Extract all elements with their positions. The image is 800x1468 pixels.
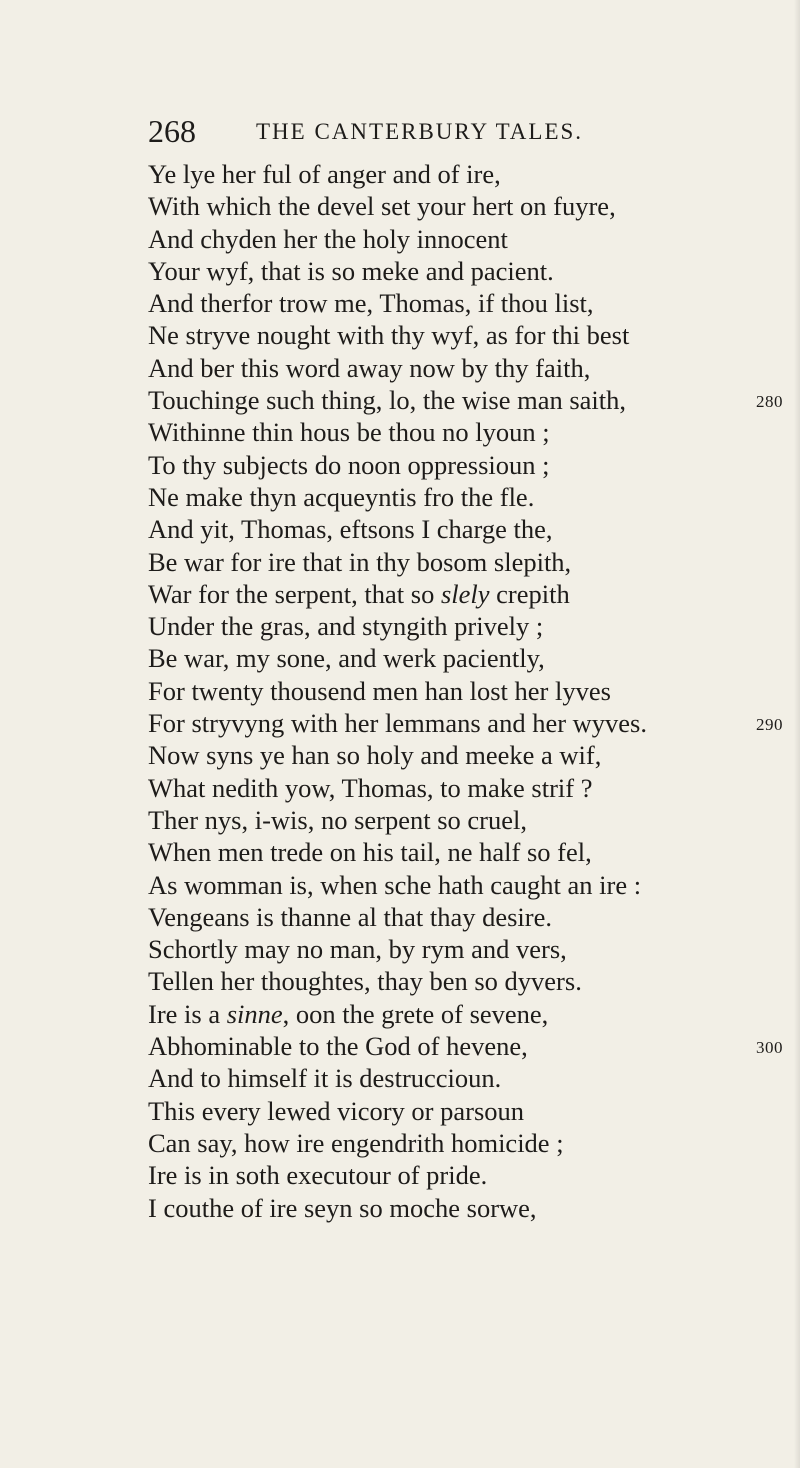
italic-word: slely [440,578,490,609]
verse-line [148,1127,788,1159]
italic-word: sinne [226,998,283,1029]
line-number: 280 [756,392,783,412]
verse-line [148,675,788,707]
verse-line [148,998,788,1030]
verse-text-segment: crepith [489,578,570,609]
verse-line [148,836,788,868]
verse-line-text: Ne make thyn acqueyntis fro the fle. [148,481,535,512]
verse-line [148,546,788,578]
verse-line-text: I couthe of ire seyn so moche sorwe, [148,1192,537,1223]
verse-line-text: And to himself it is destruccioun. [148,1063,502,1094]
verse-line-text: This every lewed vicory or parsoun [148,1095,525,1126]
verse-line-text: For twenty thousend men han lost her lyves [148,675,611,706]
verse-line-text [148,998,548,1030]
verse-line-text: Tellen her thoughtes, thay ben so dyvers. [148,966,582,997]
verse-line [148,384,788,416]
verse-line-text: Vengeans is thanne al that thay desire. [148,901,552,932]
verse-line [148,158,788,190]
verse-line-text: Withinne thin hous be thou no lyoun ; [148,417,550,448]
verse-line-text: Schortly may no man, by rym and vers, [148,934,567,965]
verse-line [148,190,788,222]
verse-line-text: Ther nys, i-wis, no serpent so cruel, [148,804,528,835]
page-edge-shadow [794,0,800,1468]
verse-text-segment: Ire is a [148,998,227,1029]
verse-line [148,416,788,448]
verse-line [148,223,788,255]
verse-line [148,449,788,481]
verse-line [148,739,788,771]
verse-line-text: What nedith yow, Thomas, to make strif ? [148,772,593,803]
verse-line-text: With which the devel set your hert on fuyre, [148,191,616,222]
verse-line-text: And therfor trow me, Thomas, if thou list, [148,288,594,319]
line-number: 290 [756,715,783,735]
verse-line [148,869,788,901]
verse-line [148,1030,788,1062]
verse-line [148,1062,788,1094]
verse-line-text: Be war for ire that in thy bosom slepith, [148,546,572,577]
verse-line [148,481,788,513]
verse-line-text: Under the gras, and styngith prively ; [148,611,544,642]
verse-line-text: Ne stryve nought with thy wyf, as for thi best [148,320,630,351]
verse-line-text: Now syns ye han so holy and meeke a wif, [148,740,602,771]
verse-line-text: Ire is in soth executour of pride. [148,1160,488,1191]
verse-line-text: And ber this word away now by thy faith, [148,352,591,383]
running-head [148,111,648,151]
verse-line-text: For stryvyng with her lemmans and her wyves. [148,708,647,739]
verse-line [148,642,788,674]
verse-line [148,804,788,836]
verse-line [148,578,788,610]
verse-line-text: To thy subjects do noon oppressioun ; [148,449,550,480]
verse-block [148,158,788,1224]
verse-line-text: Can say, how ire engendrith homicide ; [148,1127,564,1158]
verse-line-text: When men trede on his tail, ne half so fel, [148,837,592,868]
verse-line [148,933,788,965]
verse-line-text: Touchinge such thing, lo, the wise man saith, [148,385,627,416]
verse-line-text: And chyden her the holy innocent [148,223,508,254]
line-number: 300 [756,1038,783,1058]
verse-line-text [148,578,570,610]
verse-line-text: And yit, Thomas, eftsons I charge the, [148,514,553,545]
verse-line-text: Ye lye her ful of anger and of ire, [148,159,501,189]
verse-line [148,901,788,933]
verse-line [148,707,788,739]
verse-line [148,1095,788,1127]
running-title: THE CANTERBURY TALES. [256,119,584,144]
verse-line [148,352,788,384]
verse-line-text: Abhominable to the God of hevene, [148,1031,528,1062]
verse-line [148,965,788,997]
verse-line-text: Your wyf, that is so meke and pacient. [148,255,554,286]
verse-line [148,1159,788,1191]
page-number: 268 [148,113,196,149]
verse-line-text: Be war, my sone, and werk paciently, [148,643,545,674]
verse-line [148,513,788,545]
verse-line [148,287,788,319]
verse-line [148,319,788,351]
verse-line [148,772,788,804]
verse-text-segment: War for the serpent, that so [148,578,441,609]
verse-line [148,255,788,287]
verse-line-text: As womman is, when sche hath caught an ire : [148,869,642,900]
verse-text-segment: , oon the grete of sevene, [282,998,549,1029]
verse-line [148,1192,788,1224]
verse-line [148,610,788,642]
